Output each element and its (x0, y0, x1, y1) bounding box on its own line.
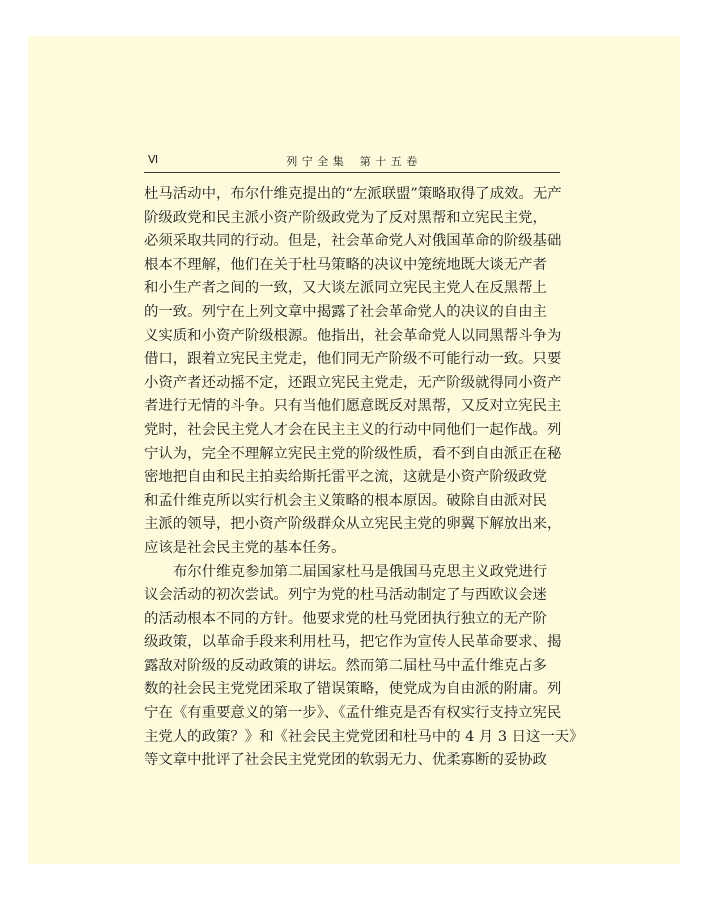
text-line: 数的社会民主党党团采取了错误策略，使党成为自由派的附庸。列 (144, 681, 562, 698)
text-line: 级政策，以革命手段来利用杜马，把它作为宣传人民革命要求、揭 (144, 634, 562, 651)
text-line: 者进行无情的斗争。只有当他们愿意既反对黑帮，又反对立宪民主 (144, 398, 562, 415)
text-line: 主党人的政策？》和《社会民主党党团和杜马中的 4 月 3 日这一天》 (144, 728, 584, 745)
text-line: 借口，跟着立宪民主党走，他们同无产阶级不可能行动一致。只要 (144, 351, 562, 368)
text-line: 宁在《有重要意义的第一步》、《孟什维克是否有权实行支持立宪民 (144, 705, 562, 722)
paragraph-first-line: 布尔什维克参加第二届国家杜马是俄国马克思主义政党进行 (173, 563, 548, 580)
text-line: 根本不理解，他们在关于杜马策略的决议中笼统地既大谈无产者 (144, 256, 547, 273)
text-line: 义实质和小资产阶级根源。他指出，社会革命党人以同黑帮斗争为 (144, 327, 562, 344)
text-line: 党时，社会民主党人才会在民主主义的行动中同他们一起作战。列 (144, 421, 562, 438)
text-line: 的一致。列宁在上列文章中揭露了社会革命党人的决议的自由主 (144, 303, 547, 320)
text-line: 和孟什维克所以实行机会主义策略的根本原因。破除自由派对民 (144, 492, 547, 509)
text-line: 阶级政党和民主派小资产阶级政党为了反对黑帮和立宪民主党， (144, 209, 547, 226)
text-line: 露敌对阶级的反动政策的讲坛。然而第二届杜马中孟什维克占多 (144, 657, 547, 674)
text-line: 小资产者还动摇不定，还跟立宪民主党走，无产阶级就得同小资产 (144, 374, 562, 391)
text-line: 等文章中批评了社会民主党党团的软弱无力、优柔寡断的妥协政 (144, 752, 547, 769)
page-number: Ⅵ (148, 154, 159, 166)
text-line: 和小生产者之间的一致，又大谈左派同立宪民主党人在反黑帮上 (144, 280, 547, 297)
text-line: 必须采取共同的行动。但是，社会革命党人对俄国革命的阶级基础 (144, 233, 562, 250)
text-line: 议会活动的初次尝试。列宁为党的杜马活动制定了与西欧议会迷 (144, 587, 547, 604)
text-line: 应该是社会民主党的基本任务。 (144, 539, 346, 556)
text-line: 密地把自由和民主拍卖给斯托雷平之流，这就是小资产阶级政党 (144, 469, 547, 486)
text-line: 杜马活动中，布尔什维克提出的“左派联盟”策略取得了成效。无产 (144, 186, 562, 202)
book-title: 列 宁 全 集 第 十 五 卷 (286, 155, 418, 168)
running-header (144, 150, 560, 173)
body-text (144, 183, 584, 773)
text-line: 宁认为，完全不理解立宪民主党的阶级性质，看不到自由派正在秘 (144, 445, 562, 462)
text-line: 的活动根本不同的方针。他要求党的杜马党团执行独立的无产阶 (144, 610, 547, 627)
text-line: 主派的领导，把小资产阶级群众从立宪民主党的卵翼下解放出来， (144, 516, 562, 533)
